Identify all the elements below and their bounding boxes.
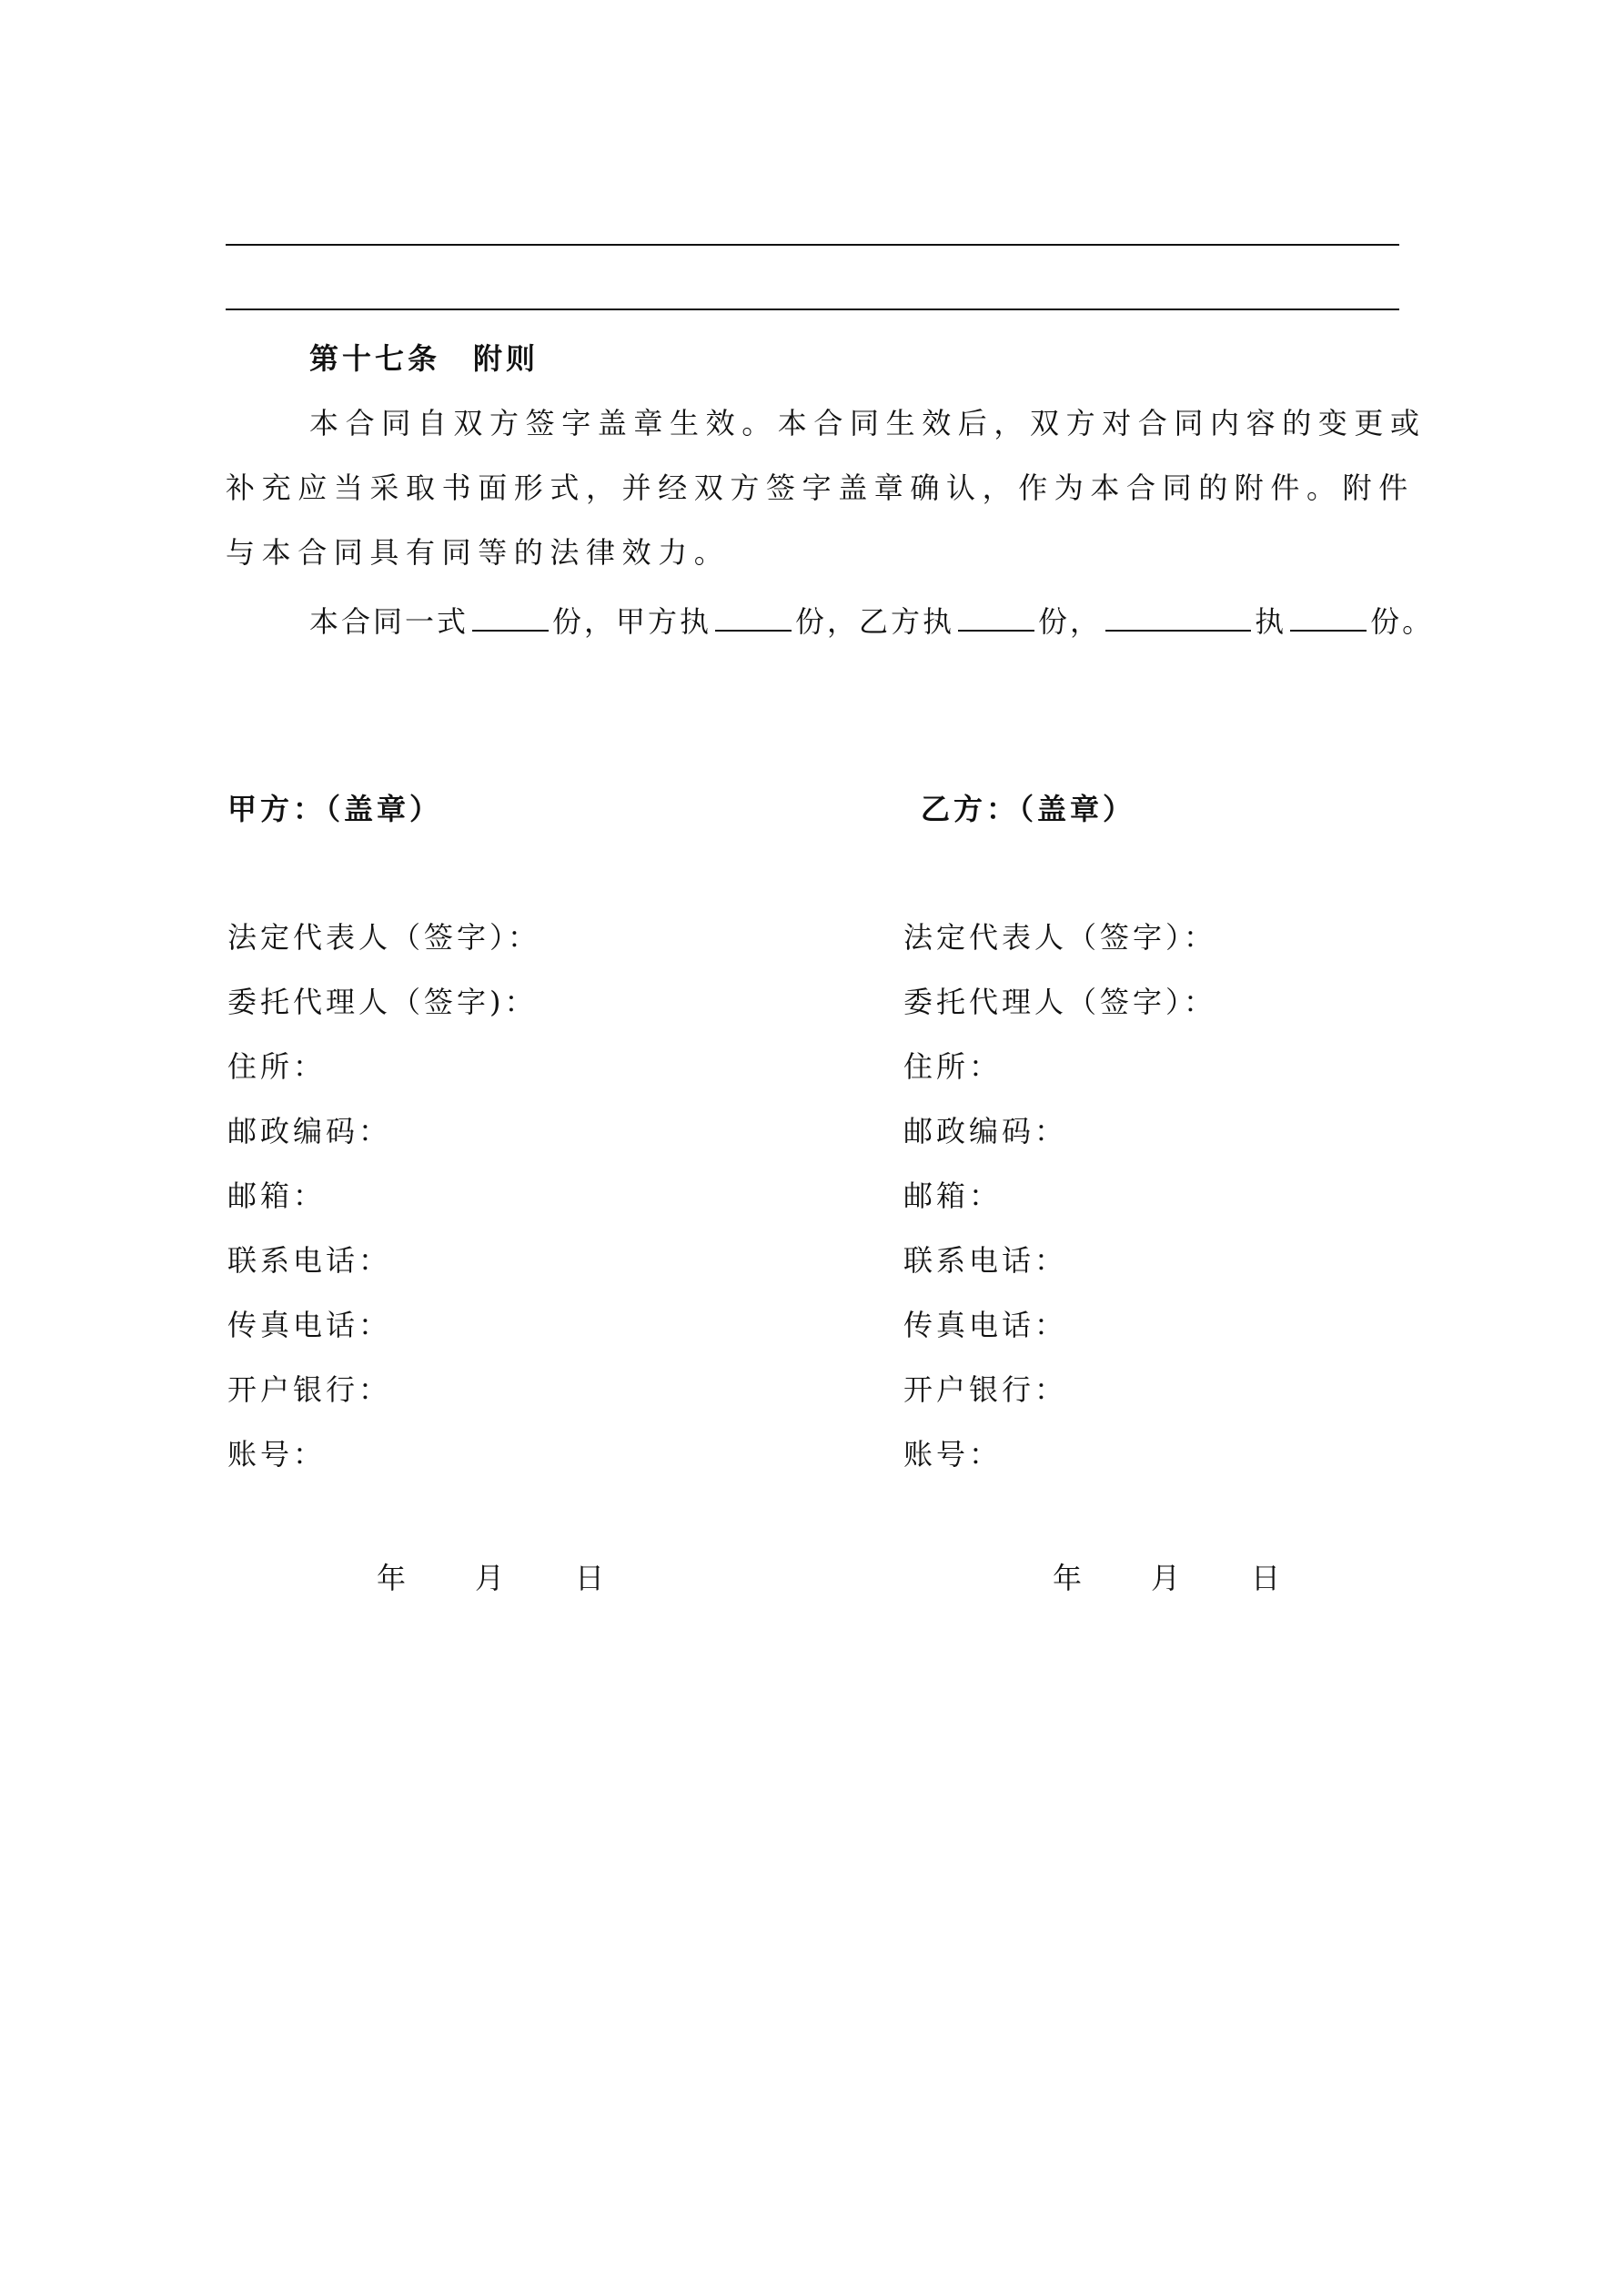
copies-other-count-blank [1290,602,1367,632]
party-b-account: 账号： [903,1437,1003,1472]
party-a-title: 甲方：（盖章） [227,792,443,826]
copies-text-3: 份，乙方执 [795,604,955,639]
party-a-phone: 联系电话： [227,1243,392,1278]
blank-line-1 [226,244,1399,246]
party-b-legal-rep: 法定代表人（签字）： [903,920,1217,955]
party-b-phone: 联系电话： [903,1243,1068,1278]
party-a-bank: 开户银行： [227,1372,392,1407]
party-b-postcode: 邮政编码： [903,1114,1068,1148]
party-b-date-month: 月 [1151,1561,1185,1595]
copies-party-a-blank [715,602,792,632]
copies-text-5: 执 [1255,604,1287,639]
party-a-agent: 委托代理人（签字)： [227,985,538,1019]
copies-text-2: 份，甲方执 [552,604,712,639]
party-a-date-year: 年 [377,1561,410,1595]
party-a-fax: 传真电话： [227,1308,392,1342]
blank-line-2 [226,308,1399,310]
copies-text-4: 份， [1038,604,1103,639]
article-heading: 第十七条 附则 [309,341,540,376]
party-b-address: 住所： [903,1049,1003,1084]
copies-other-party-blank [1105,602,1251,632]
party-a-date-month: 月 [475,1561,509,1595]
party-b-date-day: 日 [1251,1561,1285,1595]
copies-party-b-blank [958,602,1034,632]
party-b-email: 邮箱： [903,1178,1003,1213]
copies-line [309,602,1435,639]
copies-text-6: 份。 [1370,604,1435,639]
party-a-email: 邮箱： [227,1178,327,1213]
party-a-date-day: 日 [575,1561,609,1595]
copies-total-blank [472,602,549,632]
copies-text-1: 本合同一式 [309,604,469,639]
party-a-address: 住所： [227,1049,327,1084]
party-a-legal-rep: 法定代表人（签字）： [227,920,541,955]
article-paragraph: 本合同自双方签字盖章生效。本合同生效后，双方对合同内容的变更或补充应当采取书面形式，并经双方签字盖章确认，作为本合同的附件。附件与本合同具有同等的法律效力。 [226,406,1427,570]
party-b-bank: 开户银行： [903,1372,1068,1407]
party-a-postcode: 邮政编码： [227,1114,392,1148]
party-b-date-year: 年 [1053,1561,1086,1595]
party-b-fax: 传真电话： [903,1308,1068,1342]
party-a-account: 账号： [227,1437,327,1472]
party-b-title: 乙方：（盖章） [921,792,1136,826]
party-b-agent: 委托代理人（签字）： [903,985,1217,1019]
